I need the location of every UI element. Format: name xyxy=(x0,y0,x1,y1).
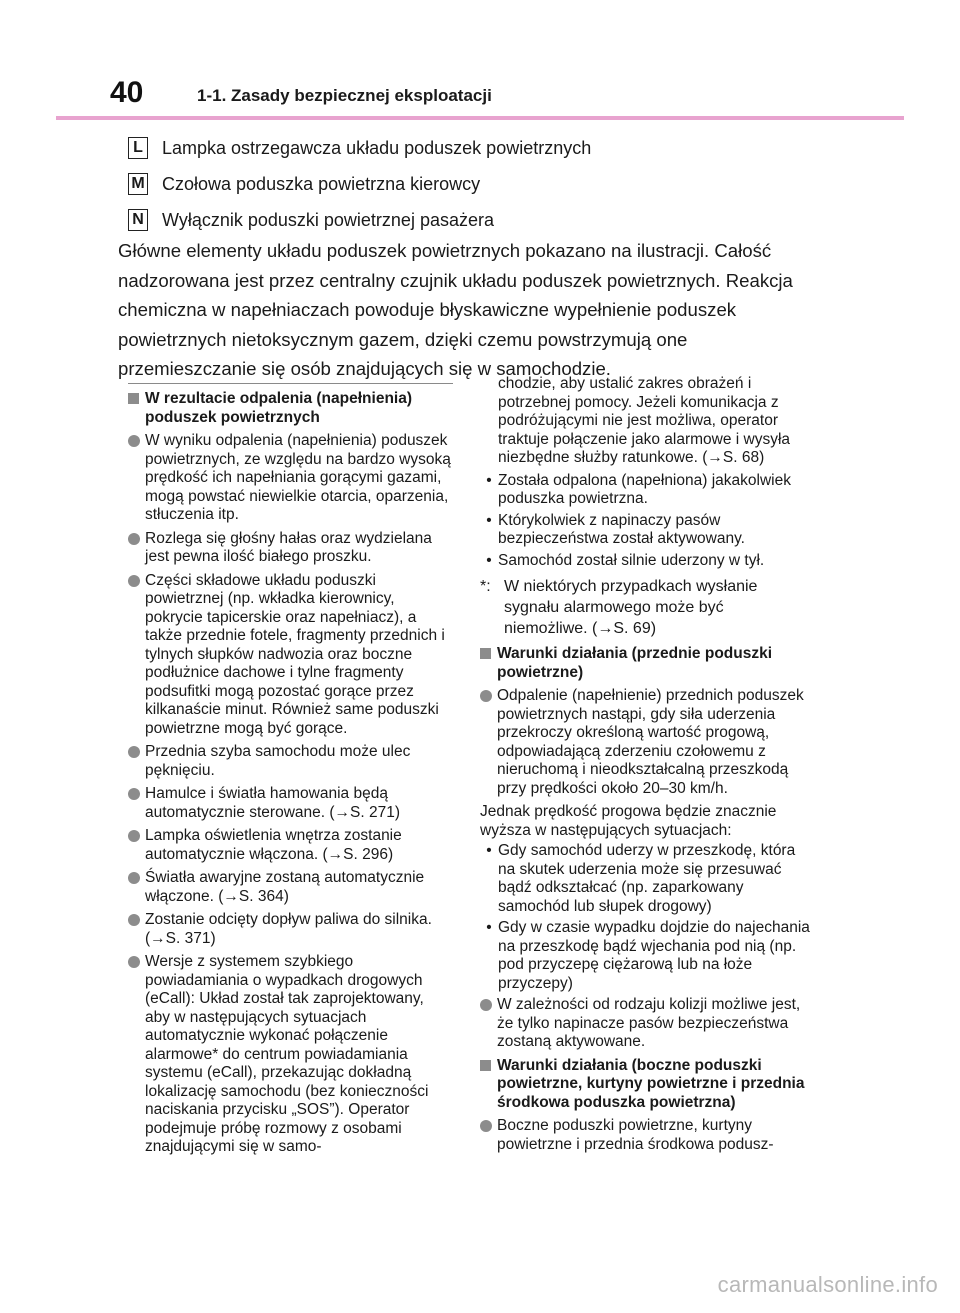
legend xyxy=(128,130,828,238)
sub-bullet-marker: • xyxy=(486,511,492,529)
square-marker-icon xyxy=(480,1060,491,1071)
page-header xyxy=(0,0,960,120)
legend-text: Wyłącznik poduszki powietrznej pasażera xyxy=(162,209,494,230)
bullet-dot-icon xyxy=(128,872,140,884)
sub-bullet-marker: • xyxy=(486,842,492,859)
section-heading: W rezultacie odpalenia (napełnienia) poduszek powietrznych xyxy=(128,390,453,427)
bullet-item: Boczne poduszki powietrzne, kurtyny powietrzne i przednia środkowa podusz- xyxy=(480,1117,810,1154)
bullet-dot-icon xyxy=(480,1120,492,1132)
footnote xyxy=(480,576,810,639)
legend-item xyxy=(128,130,828,166)
sub-item: • Samochód został silnie uderzony w tył. xyxy=(480,552,810,571)
square-marker-icon xyxy=(480,648,491,659)
bullet-item: Odpalenie (napełnienie) przednich poduszek powietrznych nastąpi, gdy siła uderzenia przekroczy określoną wartość progową, odpowiadającą zderzeniu czołowemu z nieruchomą i nieodkształcalną przeszkodą przy prędkości około 20–30 km/h. xyxy=(480,687,810,798)
sub-item: • Gdy samochód uderzy w przeszkodę, która na skutek uderzenia może się przesuwać bądź odkształcać (np. zaparkowany samochód lub słupek drogowy) xyxy=(480,842,810,916)
bullet-item: Rozlega się głośny hałas oraz wydzielana jest pewna ilość białego proszku. xyxy=(128,530,453,567)
legend-key: M xyxy=(128,173,148,195)
bullet-dot-icon xyxy=(128,830,140,842)
intro-paragraph: Główne elementy układu poduszek powietrznych pokazano na ilustracji. Całość nadzorowana jest przez centralny czujnik układu poduszek powietrznych. Reakcja chemiczna w napełniaczach powoduje błyskawiczne wypełnienie poduszek powietrznych nietoksycznym gazem, dzięki czemu powstrzymują one przemieszczanie się osób znajdujących się w samochodzie. xyxy=(118,240,793,379)
header-rule xyxy=(56,116,904,120)
legend-text: Lampka ostrzegawcza układu poduszek powietrznych xyxy=(162,137,592,158)
page-number: 40 xyxy=(110,76,144,109)
legend-key: N xyxy=(128,209,148,231)
footnote-mark: *: xyxy=(480,578,491,595)
section-heading: Warunki działania (przednie poduszki powietrzne) xyxy=(480,645,810,682)
sub-bullet-marker: • xyxy=(486,551,492,569)
bullet-item: Hamulce i światła hamowania będą automatycznie sterowane. (→S. 271) xyxy=(128,785,453,822)
bullet-dot-icon xyxy=(480,999,492,1011)
legend-key: L xyxy=(128,137,148,159)
watermark: carmanualsonline.info xyxy=(717,1272,938,1297)
bullet-item: Części składowe układu poduszki powietrznej (np. wkładka kierownicy, pokrycie tapicerskie oraz napełniacz), a także przednie fotele, fragmenty przednich i tylnych słupków nadwozia oraz boczne podłużnice dachowe i tylne fragmenty podsufitki mogą pozostać gorące przez kilkanaście minut. Również same poduszki powietrzne mogą być gorące. xyxy=(128,572,453,739)
square-marker-icon xyxy=(128,393,139,404)
bullet-item: W wyniku odpalenia (napełnienia) poduszek powietrznych, ze względu na bardzo wysoką prędkość ich napełniania gorącymi gazami, mogą powstać niewielkie otarcia, oparzenia, stłuczenia itp. xyxy=(128,432,453,525)
bullet-dot-icon xyxy=(128,746,140,758)
bullet-item: Zostanie odcięty dopływ paliwa do silnika. (→S. 371) xyxy=(128,911,453,948)
sub-item: • Którykolwiek z napinaczy pasów bezpieczeństwa został aktywowany. xyxy=(480,512,810,549)
legend-item xyxy=(128,166,828,202)
bullet-item: Światła awaryjne zostaną automatycznie włączone. (→S. 364) xyxy=(128,869,453,906)
legend-item xyxy=(128,202,828,238)
right-column xyxy=(480,375,810,1159)
left-column xyxy=(128,383,453,1162)
sub-item: • Została odpalona (napełniona) jakakolwiek poduszka powietrzna. xyxy=(480,472,810,509)
section-heading: Warunki działania (boczne poduszki powietrzne, kurtyny powietrzne i przednia środkowa poduszka powietrzna) xyxy=(480,1057,810,1113)
legend-text: Czołowa poduszka powietrzna kierowcy xyxy=(162,173,481,194)
section-title: 1-1. Zasady bezpiecznej eksploatacji xyxy=(197,86,492,105)
plain-paragraph: Jednak prędkość progowa będzie znacznie wyższa w następujących sytuacjach: xyxy=(480,803,777,839)
bullet-dot-icon xyxy=(128,956,140,968)
bullet-dot-icon xyxy=(128,914,140,926)
bullet-dot-icon xyxy=(128,575,140,587)
bullet-item: Przednia szyba samochodu może ulec pęknięciu. xyxy=(128,743,453,780)
bullet-dot-icon xyxy=(128,435,140,447)
sub-item: • Gdy w czasie wypadku dojdzie do najechania na przeszkodę bądź wjechania pod nią (np. pod przyczepę ciężarową lub na łoże przyczepy) xyxy=(480,919,810,993)
bullet-item: Wersje z systemem szybkiego powiadamiania o wypadkach drogowych (eCall): Układ został tak zaprojektowany, aby w następujących sytuacjach automatycznie wykonać połączenie alarmowe* do centrum powiadamiania systemu (eCall), przekazując dokładną lokalizację samochodu (bez konieczności naciskania przycisku „SOS”). Operator podejmuje próbę rozmowy z osobami znajdującymi się w samo- xyxy=(128,953,453,1157)
sub-bullet-marker: • xyxy=(486,471,492,489)
bullet-item: Lampka oświetlenia wnętrza zostanie automatycznie włączona. (→S. 296) xyxy=(128,827,453,864)
column-divider xyxy=(128,383,453,384)
bullet-dot-icon xyxy=(480,690,492,702)
continuation-text: chodzie, aby ustalić zakres obrażeń i potrzebnej pomocy. Jeżeli komunikacja z podróżującymi nie jest możliwa, operator traktuje połączenie jako alarmowe i wysyła niezbędne służby ratunkowe. (→S. 68) xyxy=(498,375,791,466)
footnote-text: W niektórych przypadkach wysłanie sygnału alarmowego może być niemożliwe. (→S. 69) xyxy=(504,578,758,637)
bullet-dot-icon xyxy=(128,788,140,800)
bullet-item: W zależności od rodzaju kolizji możliwe jest, że tylko napinacze pasów bezpieczeństwa zostaną aktywowane. xyxy=(480,996,810,1052)
bullet-dot-icon xyxy=(128,533,140,545)
sub-bullet-marker: • xyxy=(486,919,492,936)
